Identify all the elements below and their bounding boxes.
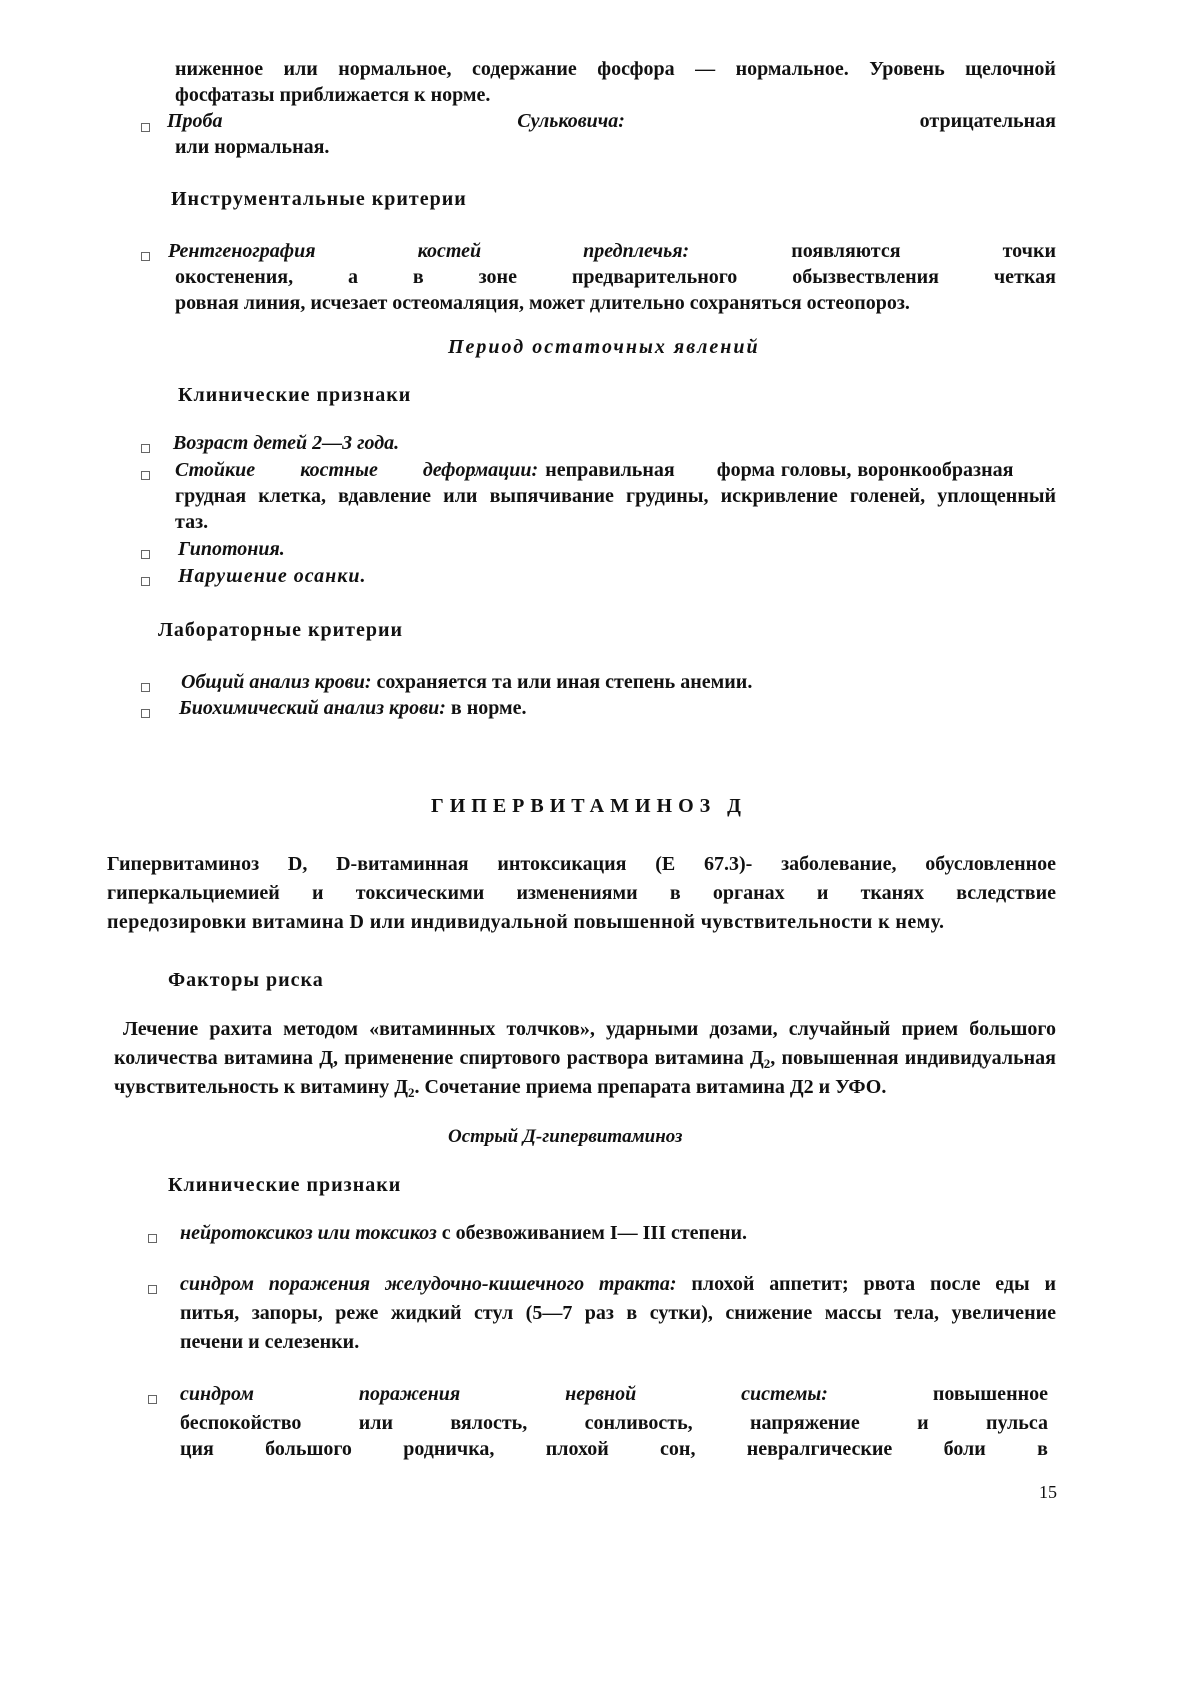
- square-bullet-icon: [148, 1285, 157, 1294]
- nervous-syndrome-line-3: ция большого родничка, плохой сон, невралгические боли в: [180, 1438, 1048, 1460]
- risk-factors-heading: Факторы риска: [168, 969, 324, 991]
- lab-criteria-heading: Лабораторные критерии: [158, 619, 403, 641]
- square-bullet-icon: [141, 683, 150, 692]
- definition-line-1: Гипервитаминоз D, D-витаминная интоксикация (Е 67.3)- заболевание, обусловленное: [107, 853, 1056, 875]
- risk-line-2: количества витамина Д, применение спиртового раствора витамина $Д_2$, повышенная индивидуальная: [114, 1047, 1056, 1071]
- page-number: 15: [1039, 1482, 1057, 1502]
- square-bullet-icon: [141, 577, 150, 586]
- deformation-line-3: таз.: [175, 511, 209, 533]
- risk-line-1: Лечение рахита методом «витаминных толчков», ударными дозами, случайный прием большого: [123, 1018, 1056, 1040]
- general-blood-test-item: Общий анализ крови: сохраняется та или иная степень анемии.: [181, 671, 753, 693]
- biochemical-blood-test-item: Биохимический анализ крови: в норме.: [179, 697, 527, 719]
- risk-line-3: чувствительность к витамину $Д_2$. Сочетание приема препарата витамина Д2 и УФО.: [114, 1076, 887, 1100]
- nervous-syndrome-line-2: беспокойство или вялость, сонливость, напряжение и пульса: [180, 1412, 1048, 1434]
- gi-syndrome-line-3: печени и селезенки.: [180, 1331, 360, 1353]
- age-item: Возраст детей 2—3 года.: [173, 432, 400, 454]
- definition-line-3: передозировки витамина D или индивидуальной повышенной чувствительности к нему.: [107, 911, 945, 933]
- sulkovich-test-line-2: или нормальная.: [175, 136, 330, 158]
- xray-line-1: Рентгенография костей предплечья: появляются точки: [168, 240, 1056, 262]
- square-bullet-icon: [141, 444, 150, 453]
- acute-hypervitaminosis-title: Острый Д-гипервитаминоз: [448, 1126, 683, 1147]
- square-bullet-icon: [141, 252, 150, 261]
- residual-period-title: Период остаточных явлений: [448, 336, 760, 358]
- deformation-line-1: Стойкие костные деформации: неправильная форма головы, воронкообразная: [175, 459, 1014, 481]
- deformation-line-2: грудная клетка, вдавление или выпячивание грудины, искривление голеней, уплощенный: [175, 485, 1056, 507]
- square-bullet-icon: [148, 1234, 157, 1243]
- neurotoxicosis-item: нейротоксикоз или токсикоз с обезвоживанием I— III степени.: [180, 1222, 748, 1244]
- square-bullet-icon: [148, 1395, 157, 1404]
- residual-clinical-heading: Клинические признаки: [178, 384, 412, 406]
- posture-item: Нарушение осанки.: [178, 565, 367, 587]
- instrumental-criteria-heading: Инструментальные критерии: [171, 188, 467, 210]
- xray-line-3: ровная линия, исчезает остеомаляция, может длительно сохраняться остеопороз.: [175, 292, 910, 314]
- xray-line-2: окостенения, а в зоне предварительного обызвествления четкая: [175, 266, 1056, 288]
- top-line-2: фосфатазы приближается к норме.: [175, 84, 491, 106]
- nervous-syndrome-line-1: синдром поражения нервной системы: повышенное: [180, 1383, 1048, 1405]
- square-bullet-icon: [141, 709, 150, 718]
- square-bullet-icon: [141, 123, 150, 132]
- top-line-1: ниженное или нормальное, содержание фосфора — нормальное. Уровень щелочной: [175, 58, 1056, 80]
- definition-line-2: гиперкальциемией и токсическими изменениями в органах и тканях вследствие: [107, 882, 1056, 904]
- square-bullet-icon: [141, 471, 150, 480]
- sulkovich-test-line: Проба Сульковича: отрицательная: [167, 110, 1056, 132]
- square-bullet-icon: [141, 550, 150, 559]
- hypotonia-item: Гипотония.: [178, 538, 285, 560]
- gi-syndrome-line-2: питья, запоры, реже жидкий стул (5—7 раз в сутки), снижение массы тела, увеличение: [180, 1302, 1056, 1324]
- hypervitaminosis-title: ГИПЕРВИТАМИНОЗ Д: [431, 795, 747, 817]
- acute-clinical-heading: Клинические признаки: [168, 1174, 402, 1196]
- gi-syndrome-line-1: синдром поражения желудочно-кишечного тракта: плохой аппетит; рвота после еды и: [180, 1273, 1056, 1295]
